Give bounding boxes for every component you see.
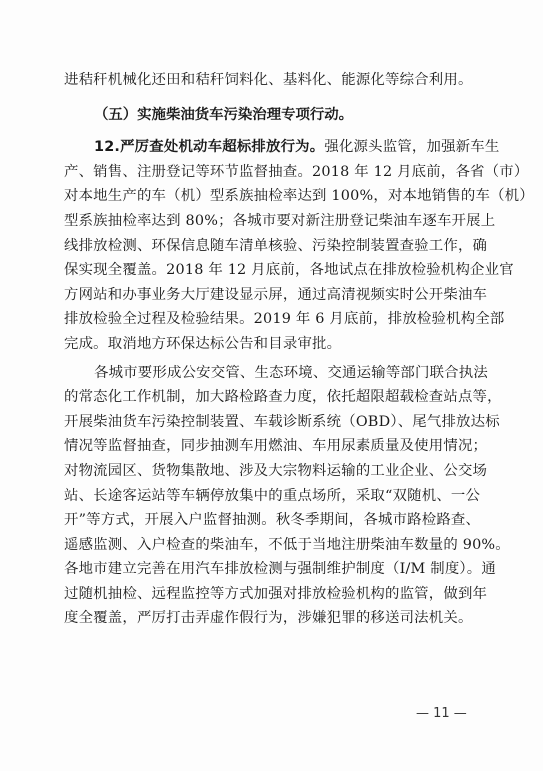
text-span: 强化源头监管，加强新车生: [324, 139, 500, 156]
text-line: 对物流园区、货物集散地、涉及大宗物料运输的工业企业、公交场: [64, 462, 488, 479]
text-line: 情况等监督抽查，同步抽测车用燃油、车用尿素质量及使用情况；: [64, 438, 488, 455]
text-line: 产、销售、注册登记等环节监督抽查。2018 年 12 月底前，各省（市）: [64, 163, 529, 180]
text-line: 排放检验全过程及检验结果。2019 年 6 月底前，排放检验机构全部: [64, 311, 505, 328]
text-line: 的常态化工作机制，加大路检路查力度，依托超限超载检查站点等，: [64, 389, 502, 406]
document-body: [64, 68, 534, 631]
text-line: 方网站和办事业务大厅建设显示屏，通过高清视频实时公开柴油车: [64, 286, 488, 303]
text-line: 各地市建立完善在用汽车排放检测与强制维护制度（I/M 制度）。通: [64, 561, 496, 578]
text-line: 度全覆盖，严厉打击弄虚作假行为，涉嫌犯罪的移送司法机关。: [64, 610, 473, 627]
text-line: 站、长途客运站等车辆停放集中的重点场所，采取“双随机、一公: [64, 487, 481, 504]
text-line: 各城市要形成公安交管、生态环境、交通运输等部门联合执法: [94, 364, 488, 381]
text-line: 过随机抽检、远程监控等方式加强对排放检验机构的监管，做到年: [64, 585, 488, 602]
section-heading: （五）实施柴油货车污染治理专项行动。: [94, 106, 354, 123]
item-title: 12.严厉查处机动车超标排放行为。: [94, 139, 325, 156]
text-line: 线排放检测、环保信息随车清单核验、污染控制装置查验工作，确: [64, 237, 488, 254]
text-line: 遥感监测、入户检查的柴油车，不低于当地注册柴油车数量的 90%。: [64, 536, 510, 553]
page-number: — 11 —: [416, 706, 467, 721]
text-line: 进秸秆机械化还田和秸秆饲料化、基料化、能源化等综合利用。: [64, 72, 473, 88]
text-line: [64, 135, 500, 160]
text-line: 完成。取消地方环保达标公告和目录审批。: [64, 335, 342, 352]
text-line: 型系族抽检率达到 80%；各城市要对新注册登记柴油车逐车开展上: [64, 212, 496, 229]
text-line: 保实现全覆盖。2018 年 12 月底前，各地试点在排放检验机构企业官: [64, 262, 514, 279]
paragraph-enforcement: [64, 361, 510, 632]
paragraph-12: [64, 135, 534, 356]
text-line: 开”等方式，开展入户监督抽测。秋冬季期间，各城市路检路查、: [64, 512, 481, 529]
text-line: 对本地生产的车（机）型系族抽检率达到 100%，对本地销售的车（机）: [64, 188, 534, 205]
text-line: 开展柴油货车污染控制装置、车载诊断系统（OBD）、尾气排放达标: [64, 413, 500, 430]
